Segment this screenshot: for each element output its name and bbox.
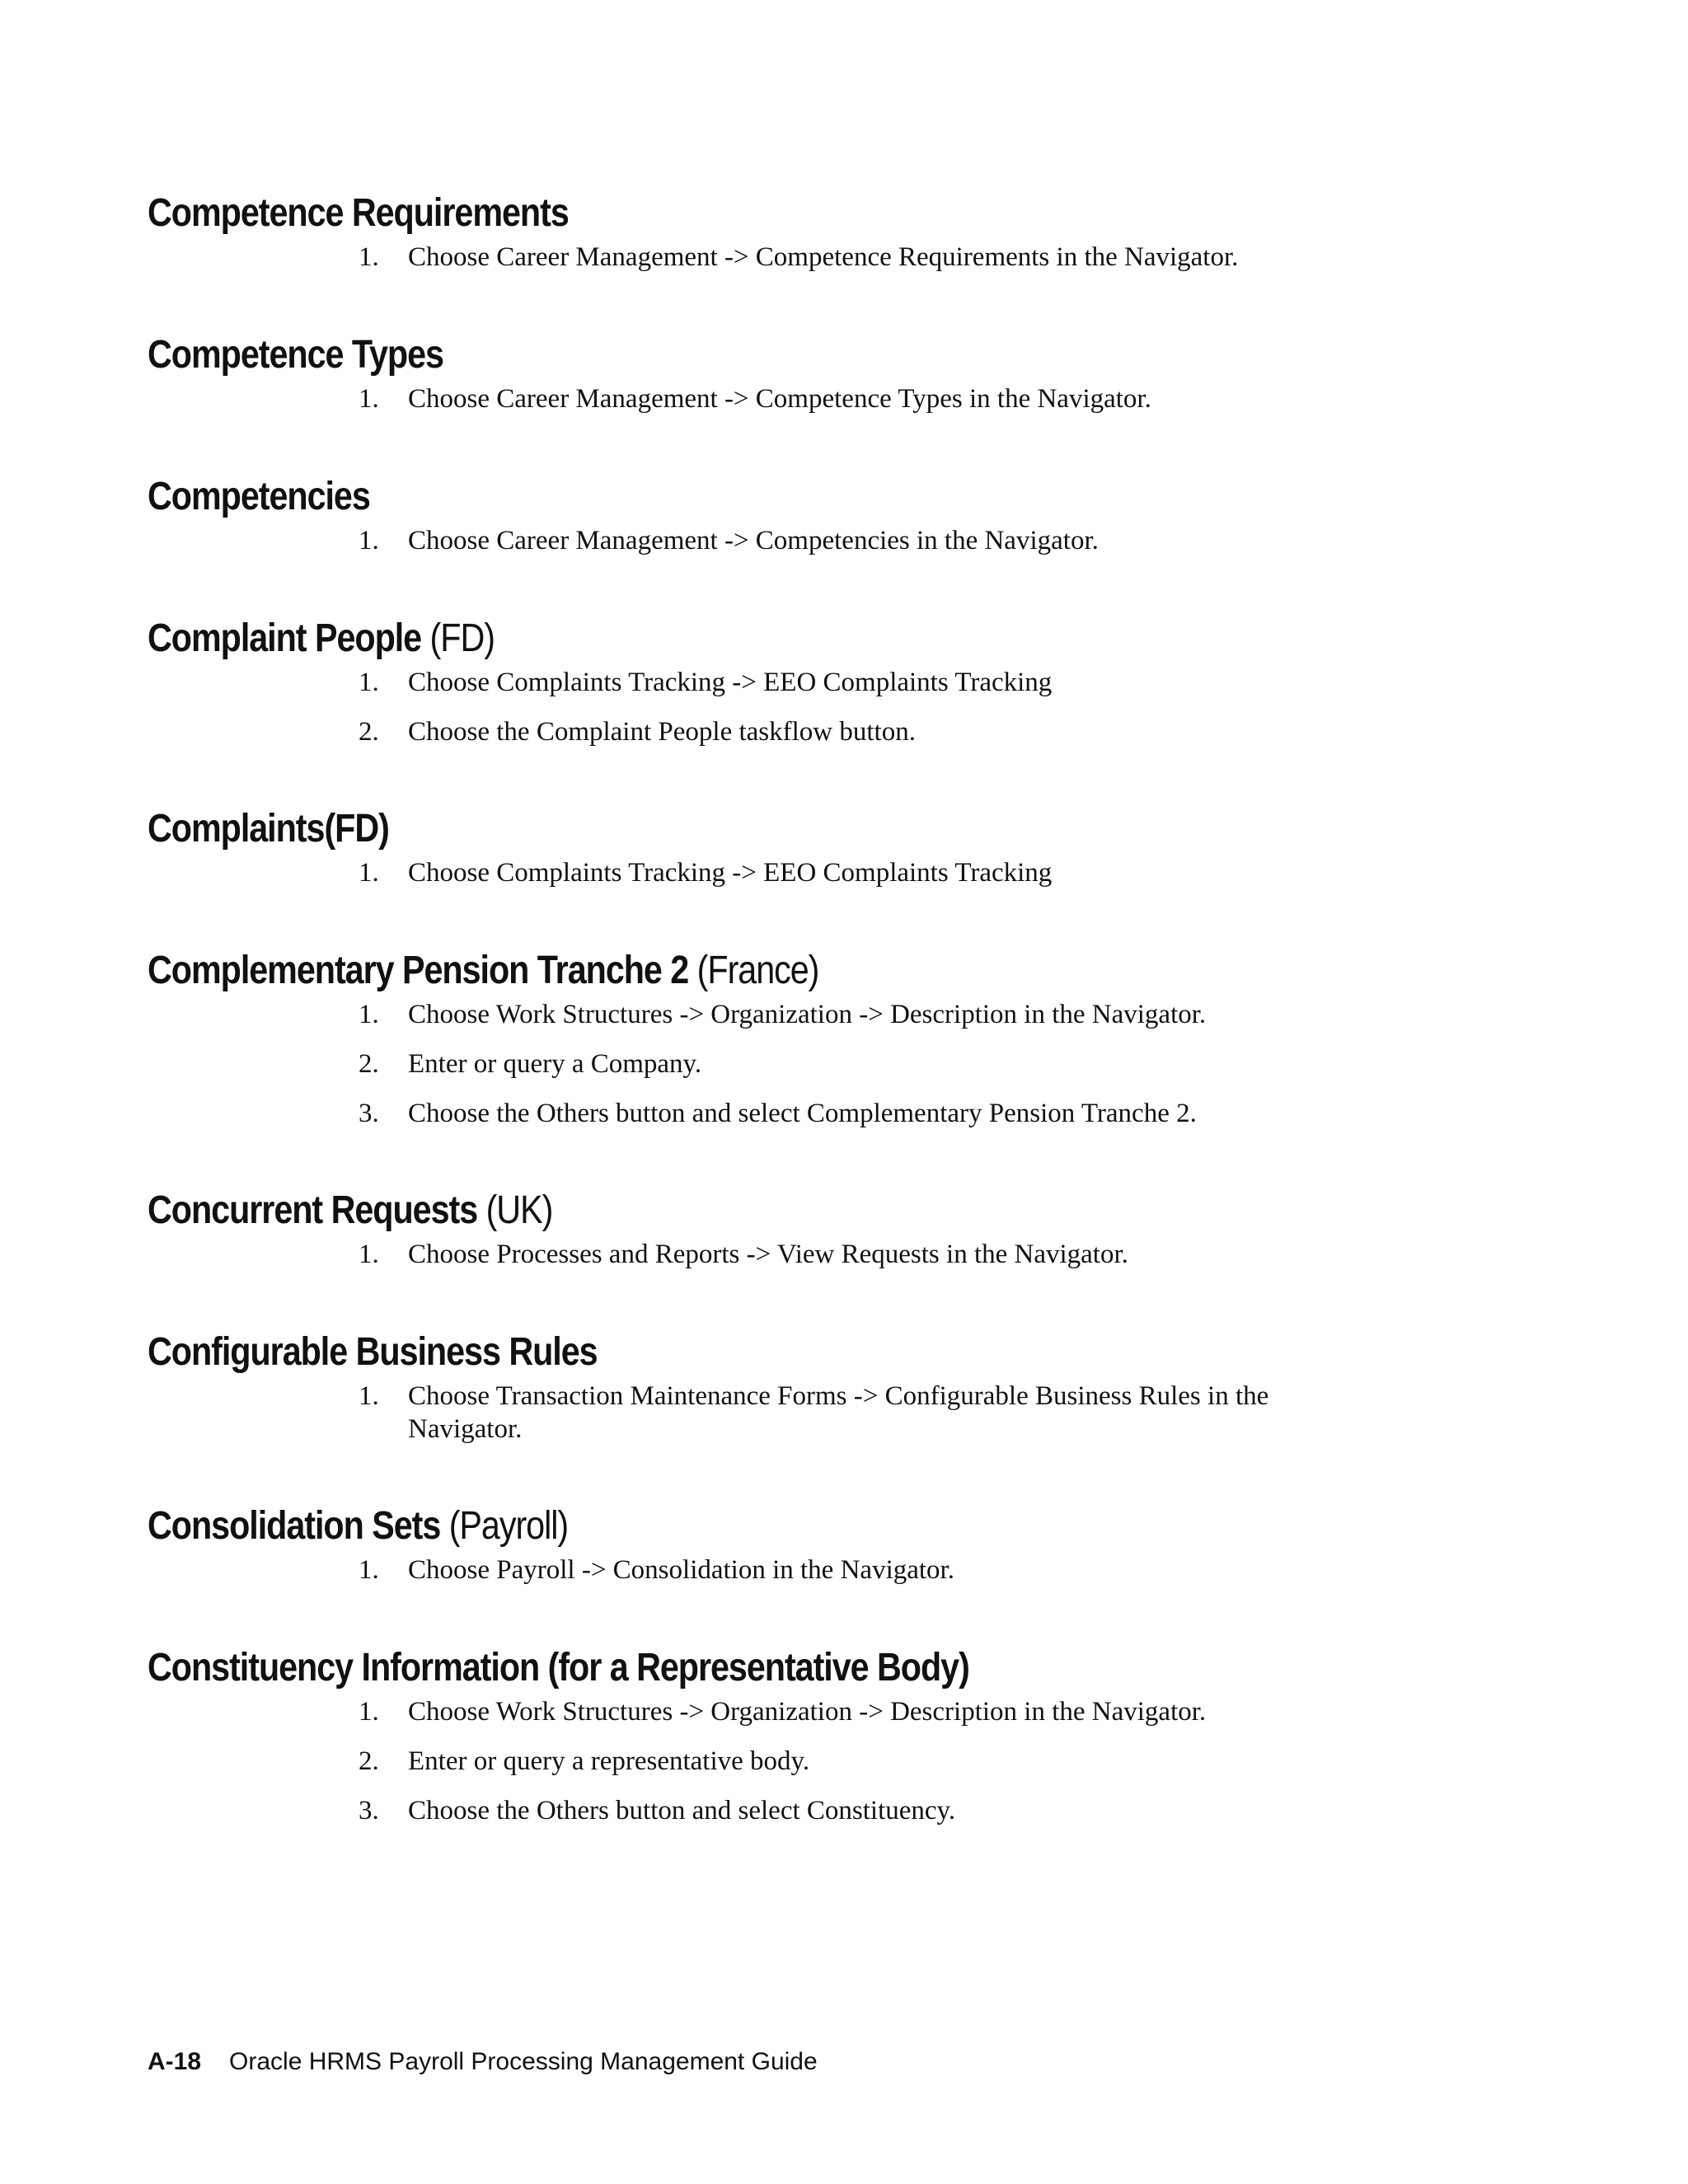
section-qualifier: (FD)	[429, 616, 495, 660]
step-item	[148, 524, 1562, 557]
step-number: 1.	[359, 858, 379, 888]
step-number: 3.	[359, 1796, 379, 1825]
section-title: Constituency Information (for a Representative Body)	[148, 1646, 969, 1690]
step-number: 1.	[359, 1697, 379, 1727]
section-concurrent-requests	[148, 1187, 1549, 1287]
section-configurable-business-rules	[148, 1329, 1549, 1462]
step-item	[148, 1238, 1562, 1271]
section-qualifier: (France)	[696, 949, 819, 992]
section-complaint-people	[148, 615, 1549, 765]
step-number: 1.	[359, 1381, 379, 1411]
step-number: 1.	[359, 242, 379, 272]
step-list	[148, 1695, 1549, 1827]
step-number: 2.	[359, 1746, 379, 1776]
step-text: Choose Payroll -> Consolidation in the Navigator.	[408, 1555, 954, 1585]
step-number: 3.	[359, 1099, 379, 1128]
step-text: Choose Processes and Reports -> View Requests in the Navigator.	[408, 1240, 1128, 1269]
step-number: 1.	[359, 1000, 379, 1029]
step-number: 1.	[359, 1240, 379, 1269]
section-title: Competence Types	[148, 333, 443, 377]
step-item	[148, 1554, 1562, 1586]
step-item	[148, 998, 1562, 1031]
step-text: Choose the Others button and select Complementary Pension Tranche 2.	[408, 1099, 1197, 1128]
section-title: Complementary Pension Tranche 2	[148, 949, 689, 992]
step-number: 1.	[359, 384, 379, 414]
section-competencies	[148, 473, 1549, 574]
step-text: Choose Work Structures -> Organization -> Description in the Navigator.	[408, 1697, 1207, 1727]
section-heading	[148, 1329, 1353, 1376]
step-item	[148, 1380, 1562, 1446]
step-list	[148, 382, 1549, 415]
section-heading	[148, 190, 1353, 237]
step-list	[148, 1380, 1549, 1446]
step-text: Choose the Others button and select Constituency.	[408, 1796, 956, 1825]
step-text: Choose Complaints Tracking -> EEO Complaints Tracking	[408, 858, 1053, 888]
step-list	[148, 998, 1549, 1130]
page-footer	[148, 2047, 818, 2077]
step-item	[148, 241, 1562, 274]
section-consolidation-sets	[148, 1502, 1549, 1603]
step-number: 1.	[359, 1555, 379, 1585]
step-item	[148, 1745, 1562, 1778]
step-text: Choose Career Management -> Competence Types in the Navigator.	[408, 384, 1151, 414]
step-item	[148, 382, 1562, 415]
step-item	[148, 856, 1562, 889]
section-qualifier: (UK)	[485, 1188, 553, 1232]
step-item	[148, 715, 1562, 748]
section-heading	[148, 947, 1353, 995]
section-title: Configurable Business Rules	[148, 1330, 598, 1374]
step-list	[148, 1554, 1549, 1586]
section-complaints	[148, 805, 1549, 906]
step-item	[148, 666, 1562, 699]
section-competence-requirements	[148, 190, 1549, 290]
section-heading	[148, 805, 1353, 853]
step-text: Choose Complaints Tracking -> EEO Complaints Tracking	[408, 668, 1053, 697]
section-complementary-pension-tranche-2	[148, 947, 1549, 1146]
section-title: Concurrent Requests	[148, 1188, 478, 1232]
step-item	[148, 1097, 1562, 1130]
section-heading	[148, 473, 1353, 521]
section-competence-types	[148, 331, 1549, 432]
step-text: Enter or query a Company.	[408, 1049, 702, 1079]
section-title: Consolidation Sets	[148, 1504, 441, 1548]
step-text: Choose Transaction Maintenance Forms -> Configurable Business Rules in the Navigator.	[408, 1381, 1269, 1444]
section-qualifier: (Payroll)	[448, 1504, 569, 1548]
step-list	[148, 666, 1549, 748]
step-text: Choose Career Management -> Competence Requirements in the Navigator.	[408, 242, 1239, 272]
step-text: Choose Career Management -> Competencies in the Navigator.	[408, 526, 1099, 555]
step-list	[148, 524, 1549, 557]
section-heading	[148, 1644, 1353, 1692]
step-list	[148, 1238, 1549, 1271]
step-number: 1.	[359, 668, 379, 697]
section-heading	[148, 1502, 1353, 1550]
section-title: Complaints(FD)	[148, 807, 389, 851]
step-item	[148, 1794, 1562, 1827]
step-number: 2.	[359, 717, 379, 747]
page-number: A-18	[148, 2048, 202, 2075]
step-list	[148, 856, 1549, 889]
section-title: Competencies	[148, 475, 370, 518]
step-number: 2.	[359, 1049, 379, 1079]
section-heading	[148, 331, 1353, 379]
step-text: Choose Work Structures -> Organization -> Description in the Navigator.	[408, 1000, 1207, 1029]
step-number: 1.	[359, 526, 379, 555]
section-title: Complaint People	[148, 616, 422, 660]
step-list	[148, 241, 1549, 274]
step-item	[148, 1695, 1562, 1728]
section-constituency-information	[148, 1644, 1549, 1844]
book-title: Oracle HRMS Payroll Processing Management Guide	[229, 2048, 818, 2075]
step-text: Choose the Complaint People taskflow button.	[408, 717, 916, 747]
section-heading	[148, 615, 1353, 663]
section-title: Competence Requirements	[148, 191, 569, 235]
step-text: Enter or query a representative body.	[408, 1746, 810, 1776]
section-heading	[148, 1187, 1353, 1235]
step-item	[148, 1047, 1562, 1080]
